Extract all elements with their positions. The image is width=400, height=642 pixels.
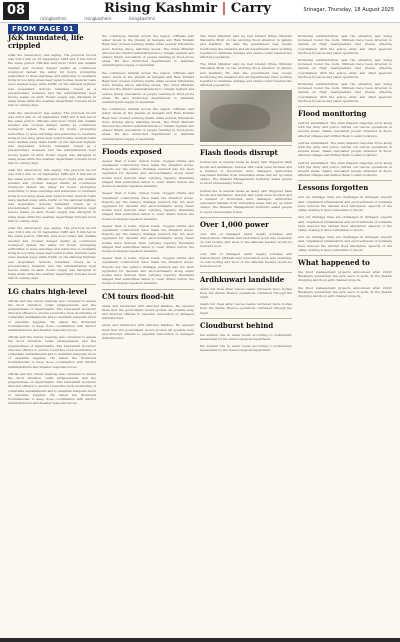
story-body: Divisional administration said the situation was being reviewed round the clock. Officials have been directed to remain at their headquarters and ensure effective coordination with the police, army and other agencies involved in rescue and relief operations. — [298, 58, 392, 79]
headline: J&K inundated, life crippled — [8, 33, 84, 50]
story-body: over 300 of damaged water supply schemes and transformers. Officials said restoration work was underway on war footing and most of the affected feeders would be restored soon. — [200, 251, 292, 269]
headline: Flash floods disrupt — [200, 148, 278, 158]
column-1 — [8, 34, 96, 408]
story-body: and old drainage lines are challenges in Srinagar, experts said. Unplanned urbanisation and encroachment of wetlands have reduced the natural flood absorption capacity of the valley, making it more vulnerable to floods. — [298, 195, 392, 213]
twitter-handle[interactable]: risingkashmir — [84, 16, 112, 21]
story-body: over 300 of damaged water supply schemes and transformers. Officials said restoration work was underway on war footing and most of the affected feeders would be restored soon. — [200, 231, 292, 249]
story-body: areas and interacted with affected families. He assured them that the government would provide all possible help and directed officials to expedite restoration of damaged infrastructure. — [102, 303, 194, 321]
story-body: what the observatory was saying. The previous record was 218.2 mm on 10 September 1988 and 8 mm fell in the same period. Officials said most rivers and nallahs swelled and crossed danger marks as continuous downpour lashed the valley for hours, prompting authorities to issue warnings and advisories to residents living in low-lying areas near water bodies. Several roads were washed away while traffic on the national highway was suspended. Schools remained closed as a precautionary measure and the administration kept rescue teams on alert. Power supply was disrupted in many areas while the weather department forecast more rain in coming days. — [8, 53, 96, 108]
story-body: normal life in several areas as heavy rain triggered flash floods and landslides. Several link roads were blocked and a number of structures were damaged. Authorities evacuated families from vulnerable areas and set up relief camps. The Disaster Management Authority asked people to avoid unnecessary travel. — [200, 188, 292, 214]
story-body: the sudden rise in water levels according to preliminary assessment by the meteorological department. — [200, 344, 292, 353]
headline: Ardhkuwari landslide — [200, 274, 285, 284]
brand-separator: | — [221, 1, 227, 16]
story-body: the flood management projects announced after 2014? Residents questioned the slow pace of work on the Jhelum dredging and flood spill channel projects. — [298, 269, 392, 283]
masthead — [0, 0, 400, 23]
headline: Floods exposed — [102, 146, 162, 156]
brand-name: Rising Kashmir — [104, 1, 218, 16]
column-3 — [200, 34, 292, 356]
headline: Cloudburst behind — [200, 320, 274, 330]
divider — [200, 272, 292, 273]
story-body: centres established. The state disaster response force along with the army and police carried out rescue operations in several areas. Teams evacuated people stranded in flood-affected villages and shifted them to safer locations. — [298, 160, 392, 178]
story-body: deeper than it looks: ruined roads, clogged drains and unplanned construction have made the situation worse. Experts say the valley's drainage network has not been upgraded for decades and encroachments along water bodies have reduced their carrying capacity. Residents alleged that authorities failed to clear drains before the monsoon despite repeated demands. — [102, 191, 194, 221]
social-handles — [40, 16, 172, 21]
story-body: The Chief Minister said he had briefed Prime Minister Narendra Modi on the evolving flood situation in Jammu and Kashmir. He said the government was closely monitoring the situation and all departments were working together to minimise damage and ensure relief reached the affected population. — [200, 62, 292, 88]
headline: Flood monitoring — [298, 109, 367, 119]
headline: LG chairs high-level — [8, 286, 87, 296]
story-body: areas and interacted with affected families. He assured them that the government would provide all possible help and directed officials to expedite restoration of damaged infrastructure. — [102, 323, 194, 340]
story-body: and old drainage lines are challenges in Srinagar, experts said. Unplanned urbanisation and encroachment of wetlands have reduced the natural flood absorption capacity of the valley, making it more vulnerable to floods. — [298, 215, 392, 232]
brand-logo — [104, 1, 271, 16]
dateline: Srinagar, Thursday, 18 August 2025 — [303, 7, 394, 13]
divider — [298, 180, 392, 181]
divider — [200, 318, 292, 319]
story-body: what the observatory was saying. The previous record was 218.2 mm on 10 September 1988 and 8 mm fell in the same period. Officials said most rivers and nallahs swelled and crossed danger marks as continuous downpour lashed the valley for hours, prompting authorities to issue warnings and advisories to residents living in low-lying areas near water bodies. Several roads were washed away while traffic on the national highway was suspended. Schools remained closed as a precautionary measure and the administration kept rescue teams on alert. Power supply was disrupted in many areas while the weather department forecast more rain in coming days. — [8, 110, 96, 166]
divider — [298, 255, 392, 256]
story-body: normal life in several areas as heavy rain triggered flash floods and landslides. Several link roads were blocked and a number of structures were damaged. Authorities evacuated families from vulnerable areas and set up relief camps. The Disaster Management Authority asked people to avoid unnecessary travel. — [200, 160, 292, 186]
divider — [102, 144, 194, 145]
headline: What happened to — [298, 257, 370, 267]
divider — [102, 289, 194, 290]
news-photo — [200, 90, 292, 142]
story-body: the sudden rise in water levels according to preliminary assessment by the meteorological department. — [200, 332, 292, 341]
story-body: the continuous rainfall across the region. Officials said water levels in the Jhelum at Sangam and Ram Munshi Bagh had crossed warning marks while several tributaries were flowing above alarming levels. The Chief Minister directed the district administrations to remain vigilant and ensure timely evacuation of people residing in flood-prone areas. He also instructed departments to maintain uninterrupted supply of essentials. — [102, 34, 194, 68]
story-body: centres established. The state disaster response force along with the army and police carried out rescue operations in several areas. Teams evacuated people stranded in flood-affected villages and shifted them to safer locations. — [298, 140, 392, 158]
story-body: The Chief Minister said he had briefed Prime Minister Narendra Modi on the evolving flood situation in Jammu and Kashmir. He said the government was closely monitoring the situation and all departments were working together to minimise damage and ensure relief reached the affected population. — [200, 34, 292, 60]
story-body: and old drainage lines are challenges in Srinagar, experts said. Unplanned urbanisation and encroachment of wetlands have reduced the natural flood absorption capacity of the valley, making it more vulnerable to floods. — [298, 235, 392, 252]
divider — [8, 284, 96, 285]
story-body: official said the review meeting was convened to assess the flood situation, relief arrangements and the preparedness of departments. The Lieutenant Governor directed officers to ensure round-the-clock monitoring of vulnerable embankments and to maintain adequate stock of essential supplies. He asked the Divisional Commissioner to keep close coordination with district administrations and disaster response forces. — [8, 335, 96, 369]
story-body: Divisional administration said the situation was being reviewed round the clock. Officials have been directed to remain at their headquarters and ensure effective coordination with the police, army and other agencies involved in rescue and relief operations. — [298, 34, 392, 55]
divider — [200, 145, 292, 146]
story-body: deeper than it looks: ruined roads, clogged drains and unplanned construction have made the situation worse. Experts say the valley's drainage network has not been upgraded for decades and encroachments along water bodies have reduced their carrying capacity. Residents alleged that authorities failed to clear drains before the monsoon despite repeated demands. — [102, 223, 194, 253]
divider — [200, 217, 292, 218]
brand-carry: Carry — [230, 1, 271, 16]
column-2 — [102, 34, 194, 343]
story-body: the continuous rainfall across the region. Officials said water levels in the Jhelum at Sangam and Ram Munshi Bagh had crossed warning marks while several tributaries were flowing above alarming levels. The Chief Minister directed the district administrations to remain vigilant and ensure timely evacuation of people residing in flood-prone areas. He also instructed departments to maintain uninterrupted supply of essentials. — [102, 70, 194, 105]
story-body: what the observatory was saying. The previous record was 218.2 mm on 10 September 1988 and 8 mm fell in the same period. Officials said most rivers and nallahs swelled and crossed danger marks as continuous downpour lashed the valley for hours, prompting authorities to issue warnings and advisories to residents living in low-lying areas near water bodies. Several roads were washed away while traffic on the national highway was suspended. Schools remained closed as a precautionary measure and the administration kept rescue teams on alert. Power supply was disrupted in many areas while the weather department forecast more rain in coming days. — [8, 225, 96, 281]
divider — [298, 106, 392, 107]
story-body: centres established. The state disaster response force along with the army and police carried out rescue operations in several areas. Teams evacuated people stranded in flood-affected villages and shifted them to safer locations. — [298, 121, 392, 138]
story-body: deeper than it looks: ruined roads, clogged drains and unplanned construction have made the situation worse. Experts say the valley's drainage network has not been upgraded for decades and encroachments along water bodies have reduced their carrying capacity. Residents alleged that authorities failed to clear drains before the monsoon despite repeated demands. — [102, 256, 194, 286]
instagram-handle[interactable]: risingkashmir — [128, 16, 156, 21]
headline: CM tours flood-hit — [102, 291, 175, 301]
story-body: death toll rises after rescue teams retrieved more bodies from the debris. Rescue operations continued through the night. — [200, 286, 292, 299]
column-4 — [298, 34, 392, 301]
story-body: what the observatory was saying. The previous record was 218.2 mm on 10 September 1988 and 8 mm fell in the same period. Officials said most rivers and nallahs swelled and crossed danger marks as continuous downpour lashed the valley for hours, prompting authorities to issue warnings and advisories to residents living in low-lying areas near water bodies. Several roads were washed away while traffic on the national highway was suspended. Schools remained closed as a precautionary measure and the administration kept rescue teams on alert. Power supply was disrupted in many areas while the weather department forecast more rain in coming days. — [8, 168, 96, 223]
story-body: death toll rises after rescue teams retrieved more bodies from the debris. Rescue operations continued through the night. — [200, 302, 292, 315]
facebook-handle[interactable]: risingkashmir — [40, 16, 67, 21]
story-body: the flood management projects announced after 2014? Residents questioned the slow pace of work on the Jhelum dredging and flood spill channel projects. — [298, 285, 392, 298]
story-body: the continuous rainfall across the region. Officials said water levels in the Jhelum at Sangam and Ram Munshi Bagh had crossed warning marks while several tributaries were flowing above alarming levels. The Chief Minister directed the district administrations to remain vigilant and ensure timely evacuation of people residing in flood-prone areas. He also instructed departments to maintain uninterrupted supply of essentials. — [102, 107, 194, 141]
story-body: Divisional administration said the situation was being reviewed round the clock. Officials have been directed to remain at their headquarters and ensure effective coordination with the police, army and other agencies involved in rescue and relief operations. — [298, 82, 392, 103]
page-number: 08 — [3, 2, 29, 20]
headline: Over 1,000 power — [200, 219, 269, 229]
story-body: deeper than it looks: ruined roads, clogged drains and unplanned construction have made the situation worse. Experts say the valley's drainage network has not been upgraded for decades and encroachments along water bodies have reduced their carrying capacity. Residents alleged that authorities failed to clear drains before the monsoon despite repeated demands. — [102, 158, 194, 189]
footer-rule — [0, 638, 400, 642]
story-body: official said the review meeting was convened to assess the flood situation, relief arrangements and the preparedness of departments. The Lieutenant Governor directed officers to ensure round-the-clock monitoring of vulnerable embankments and to maintain adequate stock of essential supplies. He asked the Divisional Commissioner to keep close coordination with district administrations and disaster response forces. — [8, 371, 96, 406]
section-label: FROM PAGE 01 — [8, 24, 78, 34]
story-body: official said the review meeting was convened to assess the flood situation, relief arrangements and the preparedness of departments. The Lieutenant Governor directed officers to ensure round-the-clock monitoring of vulnerable embankments and to maintain adequate stock of essential supplies. He asked the Divisional Commissioner to keep close coordination with district administrations and disaster response forces. — [8, 298, 96, 332]
headline: Lessons forgotten — [298, 183, 369, 193]
